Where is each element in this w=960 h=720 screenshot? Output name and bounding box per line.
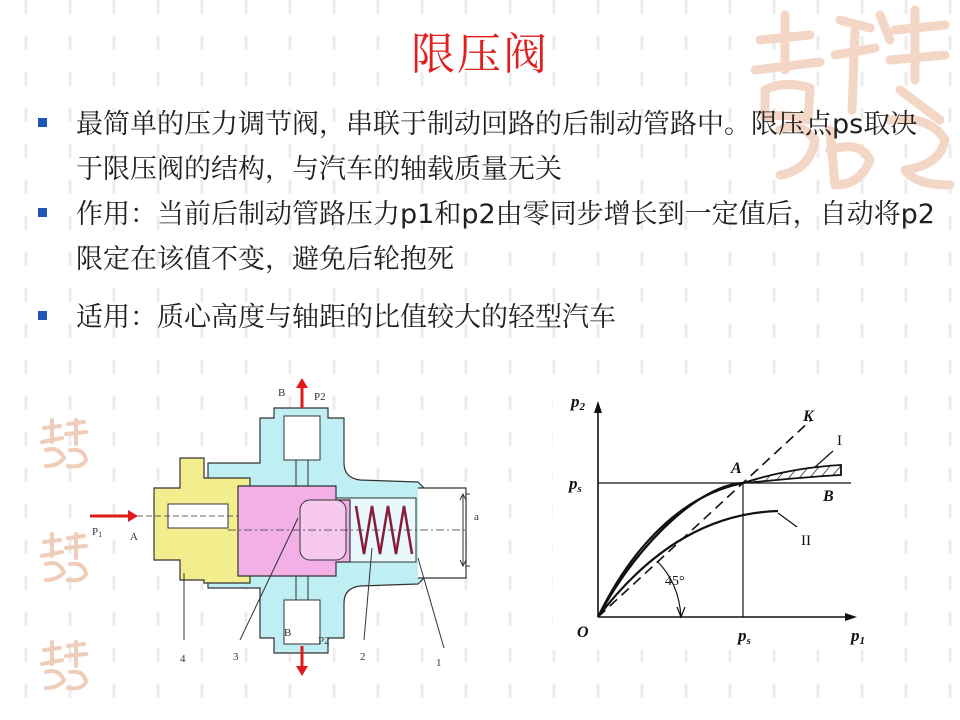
bottom-pressure-label: P2 <box>318 635 330 647</box>
top-port-label: B <box>278 387 286 399</box>
curve-i-label: I <box>837 433 842 449</box>
point-b-label: B <box>823 488 834 505</box>
x-axis-label: p1 <box>851 626 865 647</box>
angle-label: 45° <box>665 574 685 589</box>
curve-ii-label: II <box>801 533 811 549</box>
origin-label: O <box>577 624 589 641</box>
bullet-text: 作用：当前后制动管路压力p1和p2由零同步增长到一定值后，自动将p2限定在该值不变，避免后轮抱死 <box>76 199 935 275</box>
top-pressure-label: P2 <box>314 391 326 403</box>
bullet-marker-icon <box>38 208 47 217</box>
pressure-characteristic-figure <box>553 385 873 650</box>
point-a-label: A <box>731 460 742 477</box>
ps-x-label: ps <box>738 626 751 647</box>
bullet-text: 适用：质心高度与轴距的比值较大的轻型汽车 <box>76 302 616 333</box>
part-3-label: 3 <box>233 651 239 663</box>
y-axis-label: p2 <box>571 392 585 413</box>
part-2-label: 2 <box>360 651 366 663</box>
inlet-pressure-label: P1 <box>92 526 103 539</box>
small-logo-watermark <box>38 418 90 470</box>
bullet-marker-icon <box>38 118 47 127</box>
bullet-item <box>36 295 936 340</box>
bullet-marker-icon <box>38 311 47 320</box>
dimension-a-label: a <box>474 511 479 523</box>
bottom-port-label: B <box>284 627 292 639</box>
inlet-port-label: A <box>130 531 138 543</box>
bullet-text: 最简单的压力调节阀，串联于制动回路的后制动管路中。限压点ps取决于限压阀的结构，与汽车的轴载质量无关 <box>76 109 918 185</box>
small-logo-watermark <box>38 532 90 584</box>
slide-title: 限压阀 <box>411 29 549 80</box>
ps-y-label: ps <box>569 474 582 495</box>
valve-cross-section-diagram <box>88 378 518 678</box>
bullet-item <box>36 192 936 282</box>
part-1-label: 1 <box>436 657 442 669</box>
bullet-list <box>36 102 936 340</box>
line-k-label: K <box>803 408 814 425</box>
small-logo-watermark <box>38 640 90 692</box>
bullet-item <box>36 102 936 192</box>
part-4-label: 4 <box>180 653 186 665</box>
